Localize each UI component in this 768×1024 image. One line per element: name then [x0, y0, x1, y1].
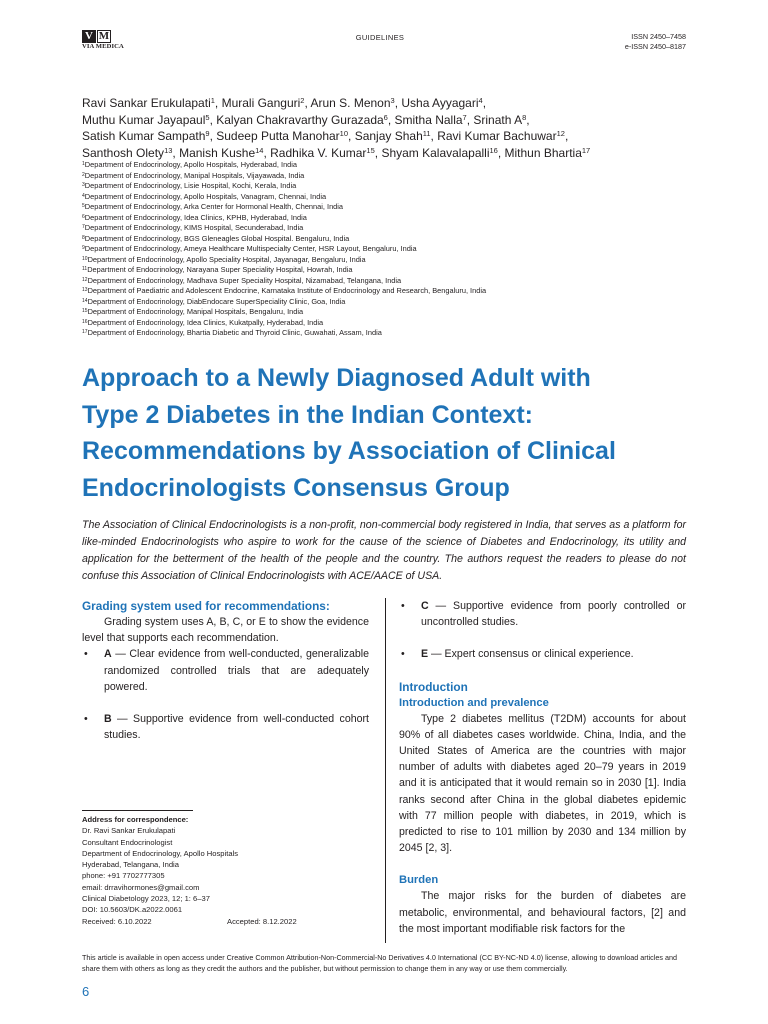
- section-label: GUIDELINES: [355, 33, 405, 42]
- affiliation-text: Department of Endocrinology, DiabEndocare SuperSpeciality Clinic, Goa, India: [87, 296, 346, 306]
- author-affiliation-number: 8: [522, 112, 527, 122]
- affiliation: [82, 160, 692, 171]
- affiliation-text: Department of Paediatric and Adolescent Endocrine, Karnataka Institute of Endocrinology and Research, Bengaluru, India: [87, 286, 487, 295]
- issn-block: [625, 32, 686, 51]
- affiliation-text: Department of Endocrinology, Idea Clinics, KPHB, Hyderabad, India: [84, 212, 307, 222]
- affiliation-number: 13: [82, 287, 88, 293]
- article-title: [82, 360, 702, 506]
- grading-heading: Grading system used for recommendations:: [82, 599, 330, 613]
- title-line: Approach to a Newly Diagnosed Adult with: [82, 364, 591, 392]
- author-affiliation-number: 5: [205, 112, 210, 122]
- burden-subheading: Burden: [399, 874, 439, 887]
- author-affiliation-number: 11: [422, 129, 431, 138]
- grade-letter: B: [104, 713, 112, 726]
- logo-letter-v: V: [82, 30, 96, 43]
- affiliation: [82, 318, 692, 329]
- affiliation: [82, 244, 692, 255]
- affiliation-text: Department of Endocrinology, Bhartia Diabetic and Thyroid Clinic, Guwahati, Assam, India: [87, 328, 382, 337]
- author-name: Murali Ganguri: [221, 96, 301, 110]
- title-line: Endocrinologists Consensus Group: [82, 473, 510, 502]
- author-line: [82, 128, 692, 145]
- author-separator: ,: [466, 112, 474, 127]
- page-number: 6: [82, 984, 90, 999]
- affiliation: [82, 265, 692, 276]
- bullet: •: [401, 648, 405, 661]
- author-line: [82, 95, 692, 112]
- accepted-date: Accepted: 8.12.2022: [227, 916, 297, 926]
- grade-text: — Supportive evidence from poorly controlled or uncontrolled studies.: [421, 600, 686, 629]
- author-name: Santhosh Olety: [82, 145, 165, 160]
- affiliation: [82, 307, 692, 318]
- correspondence-line: Dr. Ravi Sankar Erukulapati: [82, 826, 176, 836]
- affiliation: [82, 234, 692, 245]
- affiliation: [82, 181, 692, 192]
- author-separator: ,: [482, 96, 487, 110]
- affiliation: [82, 213, 692, 224]
- affiliation-text: Department of Endocrinology, KIMS Hospital, Secunderabad, India: [84, 223, 304, 232]
- affiliation-text: Department of Endocrinology, Manipal Hospitals, Vijayawada, India: [84, 170, 305, 180]
- author-separator: ,: [209, 129, 217, 143]
- affiliation-number: 1: [82, 161, 85, 167]
- grade-letter: C: [421, 600, 429, 612]
- affiliation: [82, 286, 692, 297]
- grading-item-a: [82, 646, 369, 695]
- affiliation-number: 10: [82, 255, 88, 262]
- author-affiliation-number: 12: [556, 129, 565, 138]
- author-separator: ,: [304, 96, 311, 110]
- journal-citation: Clinical Diabetology 2023, 12; 1: 6–37: [82, 894, 210, 904]
- affiliation-list: [82, 160, 692, 339]
- author-affiliation-number: 10: [339, 129, 349, 138]
- affiliation-text: Department of Endocrinology, Madhava Super Speciality Hospital, Nizamabad, Telangana, India: [87, 275, 402, 285]
- affiliation: [82, 171, 692, 182]
- affiliation-number: 17: [82, 329, 88, 335]
- prevalence-subheading: Introduction and prevalence: [399, 696, 549, 709]
- author-name: Kalyan Chakravarthy Gurazada: [216, 112, 384, 127]
- affiliation-text: Department of Endocrinology, Apollo Hospitals, Vanagram, Chennai, India: [84, 191, 327, 201]
- author-affiliation-number: 15: [366, 145, 375, 155]
- affiliation: [82, 202, 692, 213]
- author-list: [82, 95, 692, 161]
- eissn: e-ISSN 2450–8187: [624, 41, 686, 51]
- correspondence-line: Hyderabad, Telangana, India: [82, 860, 179, 870]
- correspondence-email[interactable]: email: drravihormones@gmail.com: [82, 882, 200, 892]
- author-affiliation-number: 13: [164, 145, 173, 155]
- grade-letter: E: [421, 648, 429, 661]
- grading-item-e: [399, 646, 686, 662]
- bullet: •: [84, 713, 88, 726]
- bullet: •: [84, 648, 88, 661]
- author-affiliation-number: 9: [205, 129, 210, 138]
- author-affiliation-number: 2: [300, 96, 305, 105]
- affiliation-text: Department of Endocrinology, Apollo Speciality Hospital, Jayanagar, Bengaluru, India: [87, 254, 366, 264]
- grading-list-continued: [399, 598, 686, 663]
- author-separator: ,: [374, 145, 382, 160]
- affiliation-text: Department of Endocrinology, Narayana Super Speciality Hospital, Howrah, India: [87, 265, 353, 274]
- author-affiliation-number: 17: [581, 145, 591, 155]
- affiliation-number: 15: [82, 308, 88, 314]
- author-affiliation-number: 14: [255, 145, 264, 155]
- affiliation-number: 9: [82, 245, 85, 251]
- column-divider: [385, 598, 386, 943]
- affiliation-number: 2: [82, 171, 85, 178]
- author-separator: ,: [564, 129, 569, 143]
- logo-text: VIA MEDICA: [82, 43, 124, 50]
- author-separator: ,: [172, 145, 180, 160]
- license-note: This article is available in open access under Creative Common Attribution-Non-Commercial-No Derivatives 4.0 International (CC BY-NC-ND 4.0) license, allowing to download articles and share them with others as long as they credit the authors and the publisher, but without permission to change them in any way or use them commercially.: [82, 953, 677, 973]
- publisher-logo: [82, 30, 122, 52]
- author-name: Sudeep Putta Manohar: [216, 129, 340, 143]
- grading-list: [82, 646, 369, 743]
- affiliation-text: Department of Endocrinology, Lisie Hospital, Kochi, Kerala, India: [84, 181, 297, 190]
- affiliation-number: 16: [82, 318, 88, 325]
- affiliation-number: 6: [82, 213, 85, 220]
- title-line: Type 2 Diabetes in the Indian Context:: [82, 400, 533, 429]
- author-name: Srinath A: [473, 112, 523, 127]
- affiliation-text: Department of Endocrinology, Apollo Hospitals, Hyderabad, India: [84, 160, 298, 169]
- prevalence-paragraph: Type 2 diabetes mellitus (T2DM) accounts for about 90% of all diabetes cases worldwide. China, India, and the United States of America are the countries with major number of adults with diabetes aged 20–79 years in 2019 and it is anticipated that it would remain so in 2030 [1]. India ranks second after China in the global diabetes epidemic with 77 million people with diabetes, in 2019, which is predicted to rise to 101 million by 2030 and 134 million by 2045 [2, 3].: [399, 712, 686, 855]
- grading-intro: Grading system uses A, B, C, or E to show the evidence level that supports each recommendation.: [82, 616, 369, 645]
- grading-item-b: [82, 711, 369, 743]
- author-affiliation-number: 1: [210, 96, 215, 105]
- author-affiliation-number: 4: [478, 96, 483, 105]
- author-name: Arun S. Menon: [310, 96, 391, 110]
- dates-row: [82, 916, 342, 927]
- author-name: Mithun Bhartia: [504, 145, 582, 160]
- right-column: [399, 598, 686, 937]
- author-separator: ,: [526, 112, 530, 127]
- author-separator: ,: [387, 112, 395, 127]
- author-separator: ,: [348, 129, 355, 143]
- correspondence-phone: phone: +91 7702777305: [82, 871, 165, 881]
- author-affiliation-number: 3: [390, 96, 395, 105]
- author-name: Muthu Kumar Jayapaul: [82, 112, 206, 127]
- author-affiliation-number: 6: [383, 112, 388, 122]
- issn: ISSN 2450–7458: [631, 32, 686, 41]
- affiliation-text: Department of Endocrinology, Ameya Healthcare Multispecialty Center, HSR Layout, Bengaluru, India: [84, 244, 417, 253]
- author-name: Ravi Kumar Bachuwar: [437, 129, 557, 143]
- author-name: Manish Kushe: [179, 145, 256, 160]
- affiliation-number: 8: [82, 234, 85, 241]
- affiliation-number: 11: [82, 266, 88, 272]
- author-name: Radhika V. Kumar: [270, 145, 367, 160]
- bullet: •: [401, 600, 405, 612]
- affiliation-text: Department of Endocrinology, Manipal Hospitals, Bengaluru, India: [87, 307, 304, 316]
- affiliation-number: 4: [82, 192, 85, 199]
- grading-item-c: [399, 598, 686, 630]
- author-name: Usha Ayyagari: [401, 96, 479, 110]
- author-separator: ,: [214, 96, 222, 110]
- affiliation: [82, 255, 692, 266]
- affiliation-number: 14: [82, 297, 88, 304]
- affiliation: [82, 328, 692, 339]
- left-column: [82, 598, 369, 743]
- title-line: Recommendations by Association of Clinical: [82, 437, 616, 465]
- received-date: Received: 6.10.2022: [82, 916, 152, 926]
- introduction-heading: Introduction: [399, 679, 468, 694]
- affiliation-text: Department of Endocrinology, Arka Center for Hormonal Health, Chennai, India: [84, 202, 344, 211]
- correspondence-line: Department of Endocrinology, Apollo Hospitals: [82, 848, 239, 858]
- association-note: The Association of Clinical Endocrinologists is a non-profit, non-commercial body registered in India, that serves as a platform for like-minded Endocrinologists who aspire to work for the cause of the science of Diabetes and Endocrinology, its utility and application for the betterment of the health of the people and the country. The authors request the readers to please do not confuse this Association of Clinical Endocrinologists with ACE/AACE of USA.: [82, 519, 686, 582]
- author-name: Satish Kumar Sampath: [82, 129, 206, 143]
- affiliation-number: 12: [82, 276, 88, 283]
- correspondence-line: Consultant Endocrinologist: [82, 837, 173, 847]
- correspondence-title: Address for correspondence:: [82, 815, 189, 824]
- author-name: Ravi Sankar Erukulapati: [82, 96, 211, 110]
- author-line: [82, 112, 692, 129]
- author-name: Smitha Nalla: [394, 112, 463, 127]
- grade-text: — Supportive evidence from well-conducted cohort studies.: [104, 713, 369, 742]
- author-name: Shyam Kalavalapalli: [381, 145, 490, 160]
- author-line: [82, 145, 692, 162]
- author-separator: ,: [209, 112, 217, 127]
- correspondence-rule: [82, 810, 193, 811]
- grade-text: — Clear evidence from well-conducted, generalizable randomized controlled trials that are adequately powered.: [104, 648, 369, 693]
- author-affiliation-number: 7: [462, 112, 467, 122]
- affiliation-number: 7: [82, 224, 85, 230]
- affiliation-number: 3: [82, 182, 85, 188]
- author-separator: ,: [394, 96, 402, 110]
- logo-letter-m: M: [98, 30, 110, 42]
- author-separator: ,: [430, 129, 438, 143]
- burden-paragraph: The major risks for the burden of diabetes are metabolic, environmental, and behavioural factors, [2] and the most important modifiable risk factors for the: [399, 890, 686, 935]
- affiliation-text: Department of Endocrinology, Idea Clinics, Kukatpally, Hyderabad, India: [87, 317, 324, 327]
- affiliation: [82, 192, 692, 203]
- author-separator: ,: [497, 145, 505, 160]
- doi[interactable]: DOI: 10.5603/DK.a2022.0061: [82, 905, 183, 915]
- affiliation-number: 5: [82, 203, 85, 209]
- grade-letter: A: [104, 648, 112, 661]
- author-separator: ,: [263, 145, 271, 160]
- affiliation: [82, 297, 692, 308]
- grade-text: — Expert consensus or clinical experience.: [428, 648, 634, 661]
- affiliation: [82, 223, 692, 234]
- correspondence-block: [82, 814, 342, 927]
- author-name: Sanjay Shah: [354, 129, 423, 143]
- author-affiliation-number: 16: [489, 145, 498, 155]
- affiliation-text: Department of Endocrinology, BGS Gleneagles Global Hospital. Bengaluru, India: [84, 233, 350, 243]
- affiliation: [82, 276, 692, 287]
